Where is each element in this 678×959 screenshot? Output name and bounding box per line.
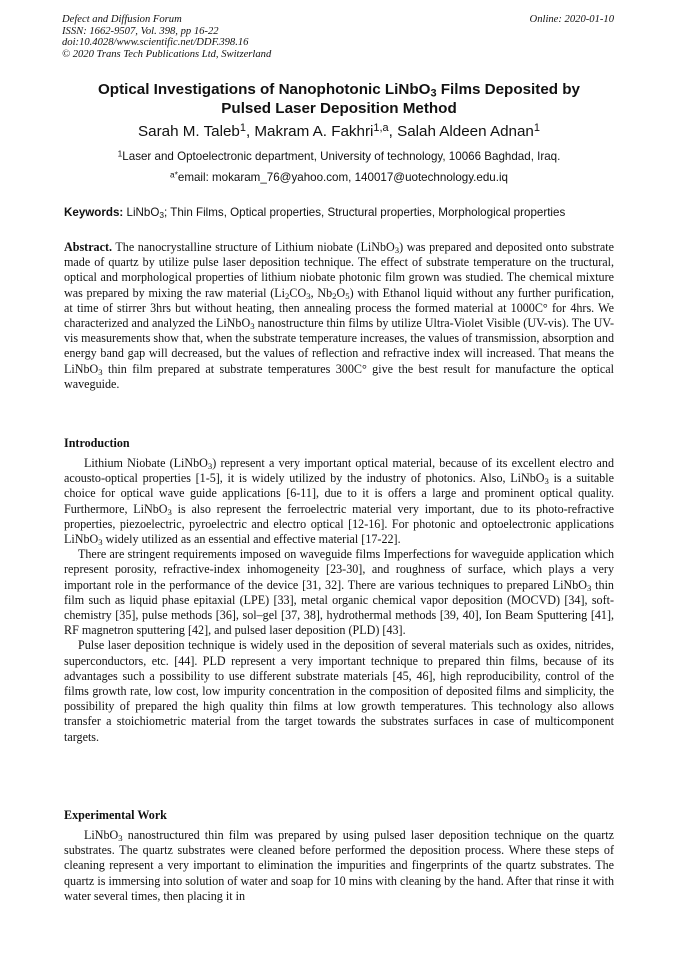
abstract-label: Abstract. [64,240,113,254]
experimental-heading: Experimental Work [64,808,167,822]
journal-header [62,14,271,60]
paragraph: Lithium Niobate (LiNbO$_3$) represent a very important optical material, because of its excellent electro and acousto-optical properties [1-5], it is widely utilized by the industry of photonics. Also, LiNbO$_3$ is a suitable choice for optical wave guide applications [6-11], due to it is offers a large and prominent optical quality. Furthermore, LiNbO$_3$ is also represent the ferroelectric material very important, due to its photo-refractive properties, piezoelectric, pyroelectric and electro optical [12-16]. For photonic and optoelectronic applications LiNbO$_3$ widely utilized as an essential and effective material [17-22]. [64,456,615,548]
paper-title: Optical Investigations of Nanophotonic LiNbO$_3$ Films Deposited by Pulsed Laser Deposition Method [97,81,580,117]
paragraph: Pulse laser deposition technique is widely used in the deposition of several materials such as oxides, nitrides, superconductors, etc. [44]. PLD represent a very important technique to prepared thin films, because of its advantages such a possibility to use different substrate materials [45, 46], high reproducibility, control of the films growth rate, low cost, low impurity concentration in the composition of deposited films and simplicity, the possibility of prepared the high quality thin films at low growth temperatures. This technology also allows transfer a stoichiometric material from the target towards the substrates surfaces in case of multicomponent targets. [64,638,614,744]
affiliation: $^1$Laser and Optoelectronic department, University of technology, 10066 Baghdad, Iraq. [117,148,561,163]
author-list: Sarah M. Taleb$^1$, Makram A. Fakhri$^{1,a}$, Salah Aldeen Adnan$^1$ [138,122,540,140]
author-name: , Salah Aldeen Adnan [388,123,534,140]
paragraph: LiNbO$_3$ nanostructured thin film was prepared by using pulsed laser deposition technique on the quartz substrates. The quartz substrates were cleaned before performed the deposition process. Where these steps of cleaning represent a very important to elimination the impurities and fingerprints of the quartz substrates. The quartz is immersing into solution of water and soap for 10 mins with cleaning by the hand. After that rinse it with water several times, then placing it in [64,828,614,903]
experimental-section [64,828,614,904]
author-name: Sarah M. Taleb [138,123,240,140]
author-name: , Makram A. Fakhri [245,123,374,140]
introduction-heading: Introduction [64,436,130,450]
abstract: Abstract. The nanocrystalline structure of Lithium niobate (LiNbO$_3$) was prepared and deposited onto substrate made of quartz by utilize pulse laser deposition technique. The effect of substrate temperature on the tructural, optical and morphological properties of lithium niobate photonic film grown was studied. The chemical mixture was prepared by mixing the raw material ($Li_2CO_3$, $Nb_2O_5$) with Ethanol liquid without any further purification, at time of stirrer 3hrs but without heating, then annealing process the formed material at 1000C° for 4hrs. We characterized and analyzed the LiNbO$_3$ nanostructure thin films by utilize Ultra-Violet Visible (UV-vis). The UV-vis measurements show that, when the substrate temperature increases, the values of transmission, absorption and energy band gap will decreased, but the values of reflection and refractive index will increased. That means the LiNbO$_3$ thin film prepared at substrate temperatures 300C° give the best result for manufacture the optical waveguide. [64,240,614,391]
paragraph: There are stringent requirements imposed on waveguide films Imperfections for waveguide application which represent porosity, refractive-index inhomogeneity [23-30], and roughness of surface, which plays a very important role in the performance of the device [31, 32]. There are various techniques to prepared LiNbO$_3$ thin film such as liquid phase epitaxial (LPE) [33], metal organic chemical vapor deposition (MOCVD) [34], soft- chemistry [35], pulse methods [36], sol–gel [37, 38], hydrothermal methods [39, 40], Ion Beam Sputtering [41], RF magnetron sputtering [42], and pulsed laser deposition (PLD) [43]. [64,547,614,638]
journal-copyright: © 2020 Trans Tech Publications Ltd, Switzerland [62,48,272,60]
journal-doi: doi:10.4028/www.scientific.net/DDF.398.16 [62,37,249,48]
journal-name: Defect and Diffusion Forum [62,14,182,25]
keywords-label: Keywords: [64,206,124,219]
online-date: Online: 2020-01-10 [529,14,614,25]
keywords: Keywords: LiNbO$_3$; Thin Films, Optical properties, Structural properties, Morphological properties [64,206,566,221]
introduction-section [64,456,614,745]
journal-issn: ISSN: 1662-9507, Vol. 398, pp 16-22 [62,25,219,37]
author-email: $^{a*}$email: mokaram_76@yahoo.com, 140017@uotechnology.edu.iq [169,169,508,184]
